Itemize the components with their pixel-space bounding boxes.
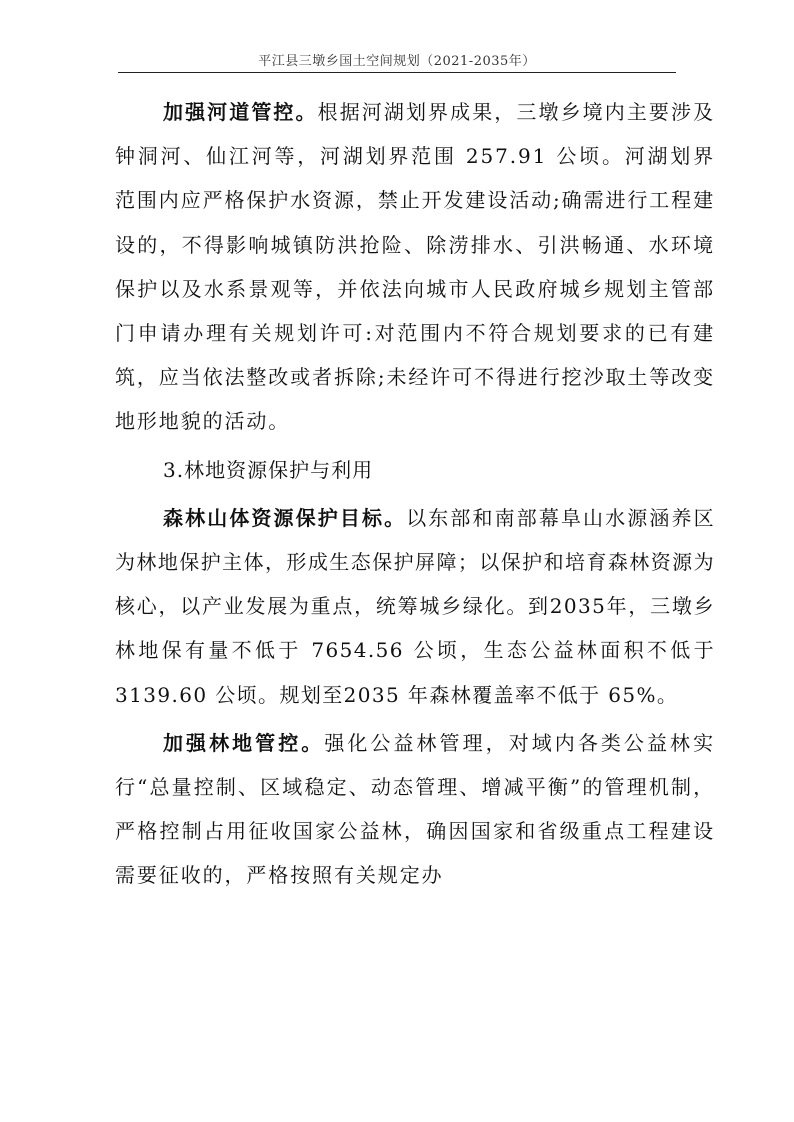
paragraph-lead: 森林山体资源保护目标。 <box>163 505 407 530</box>
paragraph-text: 强化公益林管理，对域内各类公益林实行“总量控制、区域稳定、动态管理、增减平衡”的管理机制，严格控制占用征收国家公益林，确因国家和省级重点工程建设需要征收的，严格按照有关规定办 <box>115 730 715 888</box>
paragraph-text: 以东部和南部幕阜山水源涵养区为林地保护主体，形成生态保护屏障；以保护和培育森林资源为核心，以产业发展为重点，统筹城乡绿化。到2035年，三墩乡林地保有量不低于 7654.56 公顷，生态公益林面积不低于 3139.60 公顷。规划至2035 年森林覆盖率不低于 65%。 <box>115 505 715 707</box>
paragraph-forest-target <box>115 496 715 717</box>
page-header: 平江县三墩乡国土空间规划（2021-2035年） <box>258 54 536 69</box>
paragraph-lead: 加强河道管控。 <box>163 100 318 124</box>
paragraph-river-control <box>115 90 715 444</box>
paragraph-text: 根据河湖划界成果，三墩乡境内主要涉及钟洞河、仙江河等，河湖划界范围 257.91 公顷。河湖划界范围内应严格保护水资源，禁止开发建设活动;确需进行工程建设的，不得影响城镇防洪抢险、除涝排水、引洪畅通、水环境保护以及水系景观等，并依法向城市人民政府城乡规划主管部门申请办理有关规划许可:对范围内不符合规划要求的已有建筑，应当依法整改或者拆除;未经许可不得进行挖沙取土等改变地形地貌的活动。 <box>115 100 715 434</box>
section-heading: 3.林地资源保护与利用 <box>163 457 374 482</box>
document-body <box>115 90 715 898</box>
paragraph-forest-control <box>115 721 715 898</box>
header-divider <box>118 72 676 73</box>
paragraph-lead: 加强林地管控。 <box>163 730 325 755</box>
